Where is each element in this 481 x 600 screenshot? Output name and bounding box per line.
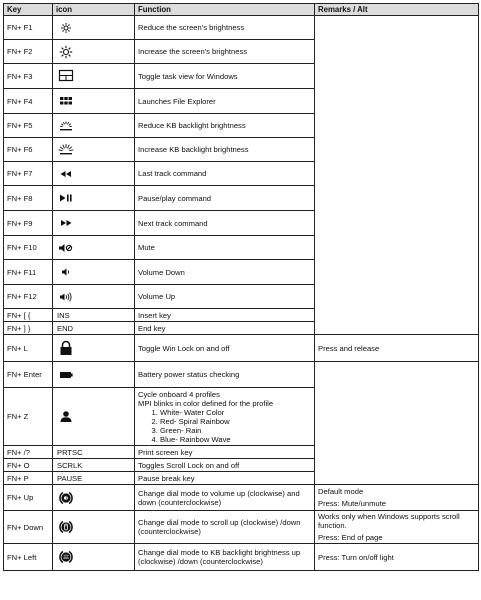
key-cell: FN+ P <box>4 472 53 485</box>
dial-backlight-icon <box>56 549 76 565</box>
function-cell <box>135 64 315 89</box>
header-function: Function <box>135 4 315 16</box>
function-cell <box>135 40 315 64</box>
header-row <box>4 4 479 16</box>
battery-icon <box>56 367 76 383</box>
key-cell: FN+ Enter <box>4 362 53 388</box>
function-cell <box>135 211 315 236</box>
volume-down-icon <box>56 264 76 280</box>
icon-cell <box>53 285 135 309</box>
function-cell <box>135 544 315 571</box>
function-cell <box>135 186 315 211</box>
icon-cell <box>53 485 135 511</box>
backlight-up-icon <box>56 142 76 158</box>
function-text: Change dial mode to scroll up (clockwise) /down (counterclockwise) <box>138 518 301 536</box>
function-text: Last track command <box>138 169 207 178</box>
profile-list-item: 4. Blue- Rainbow Wave <box>160 435 311 444</box>
dial-scroll-icon <box>56 519 76 535</box>
table-row <box>4 362 479 388</box>
function-cell <box>135 89 315 114</box>
function-text: Battery power status checking <box>138 370 240 379</box>
function-text: Launches File Explorer <box>138 96 216 106</box>
key-cell: FN+ F1 <box>4 16 53 40</box>
key-cell: FN+ F2 <box>4 40 53 64</box>
remark-line: Press: Turn on/off light <box>318 552 394 562</box>
function-text: Pause/play command <box>138 193 212 203</box>
table-row <box>4 485 479 511</box>
icon-cell <box>53 544 135 571</box>
lock-icon <box>56 340 76 356</box>
function-cell <box>135 236 315 260</box>
key-cell: FN+ Down <box>4 511 53 544</box>
header-remarks: Remarks / Alt <box>315 4 479 16</box>
key-cell: FN+ Up <box>4 485 53 511</box>
function-cell <box>135 322 315 335</box>
remarks-cell <box>315 544 479 571</box>
icon-cell <box>53 114 135 138</box>
icon-cell <box>53 260 135 285</box>
key-cell: FN+ F12 <box>4 285 53 309</box>
play-pause-icon <box>56 190 76 206</box>
icon-text-cell: INS <box>53 309 135 322</box>
function-cell <box>135 388 315 446</box>
function-cell <box>135 260 315 285</box>
icon-cell <box>53 40 135 64</box>
key-cell: FN+ L <box>4 335 53 362</box>
function-text: Insert key <box>138 310 171 320</box>
remark-line: Press and release <box>318 343 380 353</box>
key-cell: FN+ F9 <box>4 211 53 236</box>
function-text: Reduce the screen's brightness <box>138 23 245 32</box>
table-row <box>4 16 479 40</box>
icon-cell <box>53 236 135 260</box>
key-cell: FN+ Z <box>4 388 53 446</box>
profile-list-item: 3. Green- Rain <box>160 426 311 435</box>
function-text: Increase the screen's brightness <box>138 47 248 56</box>
icon-cell <box>53 16 135 40</box>
function-text: Reduce KB backlight brightness <box>138 121 246 130</box>
key-cell: FN+ F3 <box>4 64 53 89</box>
function-cell <box>135 114 315 138</box>
function-text: Mute <box>138 243 155 252</box>
icon-cell <box>53 186 135 211</box>
key-cell: FN+ Left <box>4 544 53 571</box>
function-cell <box>135 485 315 511</box>
task-view-icon <box>56 68 76 84</box>
icon-cell <box>53 211 135 236</box>
dial-volume-icon <box>56 490 76 506</box>
remarks-cell <box>315 485 479 511</box>
function-text: Volume Down <box>138 267 185 277</box>
key-cell: FN+ F8 <box>4 186 53 211</box>
key-cell: FN+ /? <box>4 446 53 459</box>
icon-cell <box>53 362 135 388</box>
icon-cell <box>53 335 135 362</box>
icon-text-cell: PRTSC <box>53 446 135 459</box>
function-text: Change dial mode to KB backlight brightness up (clockwise) /down (counterclockwise) <box>138 548 301 566</box>
key-cell: FN+ ] } <box>4 322 53 335</box>
mute-icon <box>56 240 76 256</box>
function-text: Toggles Scroll Lock on and off <box>138 460 240 470</box>
function-text: Cycle onboard 4 profiles <box>138 389 220 399</box>
remark-line: Press: End of page <box>318 533 383 542</box>
icon-cell <box>53 162 135 186</box>
remarks-cell <box>315 511 479 544</box>
function-text: Toggle Win Lock on and off <box>138 343 230 353</box>
key-cell: FN+ F6 <box>4 138 53 162</box>
icon-cell <box>53 64 135 89</box>
function-text: Next track command <box>138 218 208 228</box>
icon-cell <box>53 388 135 446</box>
function-text: Change dial mode to volume up (clockwise) and down (counterclockwise) <box>138 488 300 507</box>
remark-line: Press: Mute/unmute <box>318 499 386 508</box>
profile-list-item: 1. White- Water Color <box>160 408 311 417</box>
function-cell <box>135 446 315 459</box>
volume-up-icon <box>56 289 76 305</box>
table-row <box>4 544 479 571</box>
sun-large-icon <box>56 44 76 60</box>
icon-cell <box>53 138 135 162</box>
sun-small-icon <box>56 20 76 36</box>
function-subtext: MPI blinks in color defined for the profile <box>138 398 274 408</box>
key-cell: FN+ O <box>4 459 53 472</box>
table-row <box>4 335 479 362</box>
function-text: Print screen key <box>138 447 193 457</box>
function-cell <box>135 162 315 186</box>
function-text: Increase KB backlight brightness <box>138 145 249 154</box>
remark-line: Works only when Windows supports scroll function. <box>318 512 460 530</box>
function-text: Toggle task view for Windows <box>138 71 238 81</box>
key-cell: FN+ F4 <box>4 89 53 114</box>
remarks-cell <box>315 335 479 362</box>
next-track-icon <box>56 215 76 231</box>
function-cell <box>135 335 315 362</box>
function-cell <box>135 16 315 40</box>
key-cell: FN+ F11 <box>4 260 53 285</box>
function-text: Volume Up <box>138 292 176 301</box>
header-icon: icon <box>53 4 135 16</box>
function-cell <box>135 362 315 388</box>
icon-text-cell: PAUSE <box>53 472 135 485</box>
function-cell <box>135 138 315 162</box>
icon-cell <box>53 511 135 544</box>
function-cell <box>135 511 315 544</box>
profile-list <box>138 408 311 444</box>
remark-line: Default mode <box>318 487 364 496</box>
function-cell <box>135 285 315 309</box>
profile-icon <box>56 409 76 425</box>
key-cell: FN+ F5 <box>4 114 53 138</box>
remarks-cell-empty <box>315 16 479 335</box>
header-key: Key <box>4 4 53 16</box>
profile-list-item: 2. Red- Spiral Rainbow <box>160 417 311 426</box>
key-cell: FN+ [ { <box>4 309 53 322</box>
remarks-cell-empty <box>315 362 479 485</box>
backlight-down-icon <box>56 118 76 134</box>
icon-text-cell: SCRLK <box>53 459 135 472</box>
table-row <box>4 511 479 544</box>
icon-text-cell: END <box>53 322 135 335</box>
function-cell <box>135 309 315 322</box>
file-explorer-icon <box>56 93 76 109</box>
fn-key-table <box>3 3 479 571</box>
function-cell <box>135 472 315 485</box>
function-text: Pause break key <box>138 473 195 483</box>
key-cell: FN+ F7 <box>4 162 53 186</box>
previous-track-icon <box>56 166 76 182</box>
function-cell <box>135 459 315 472</box>
function-text: End key <box>138 323 166 333</box>
icon-cell <box>53 89 135 114</box>
key-cell: FN+ F10 <box>4 236 53 260</box>
